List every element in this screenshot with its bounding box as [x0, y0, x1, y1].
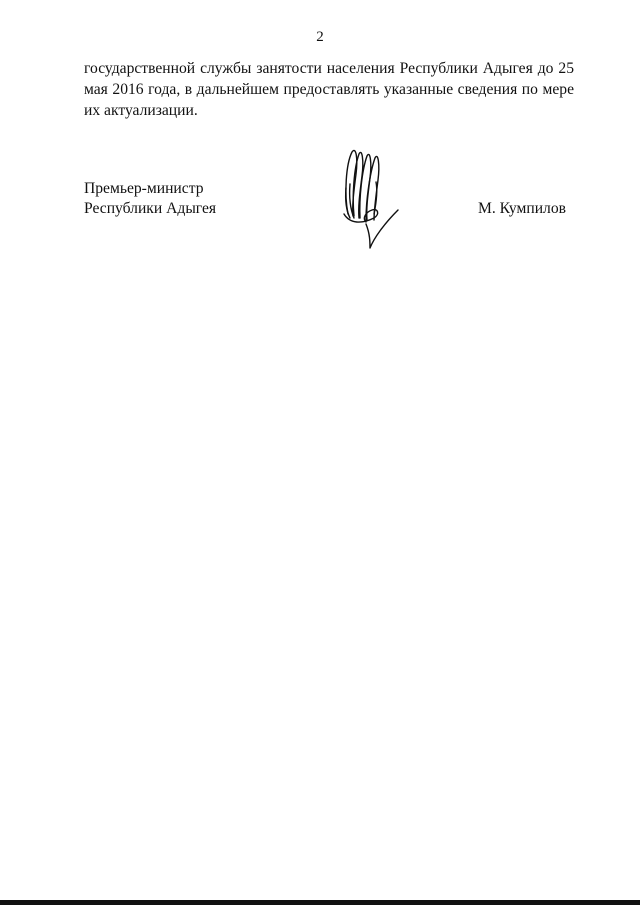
signatory-role-line-1: Премьер-министр: [84, 180, 204, 197]
signatory-role: [84, 179, 216, 219]
signatory-role-line-2: Республики Адыгея: [84, 200, 217, 217]
scan-bottom-edge: [0, 900, 640, 905]
body-line-1: государственной службы занятости населения Республики Адыгея до 25: [84, 60, 574, 77]
body-paragraph: [84, 58, 574, 121]
page-number: 2: [316, 29, 324, 45]
handwritten-signature: [326, 144, 414, 254]
signatory-name: М. Кумпилов: [478, 200, 566, 217]
body-line-2: мая 2016 года, в дальнейшем предоставлять указанные сведения по мере: [84, 81, 574, 98]
body-line-3: их актуализации.: [84, 102, 198, 119]
